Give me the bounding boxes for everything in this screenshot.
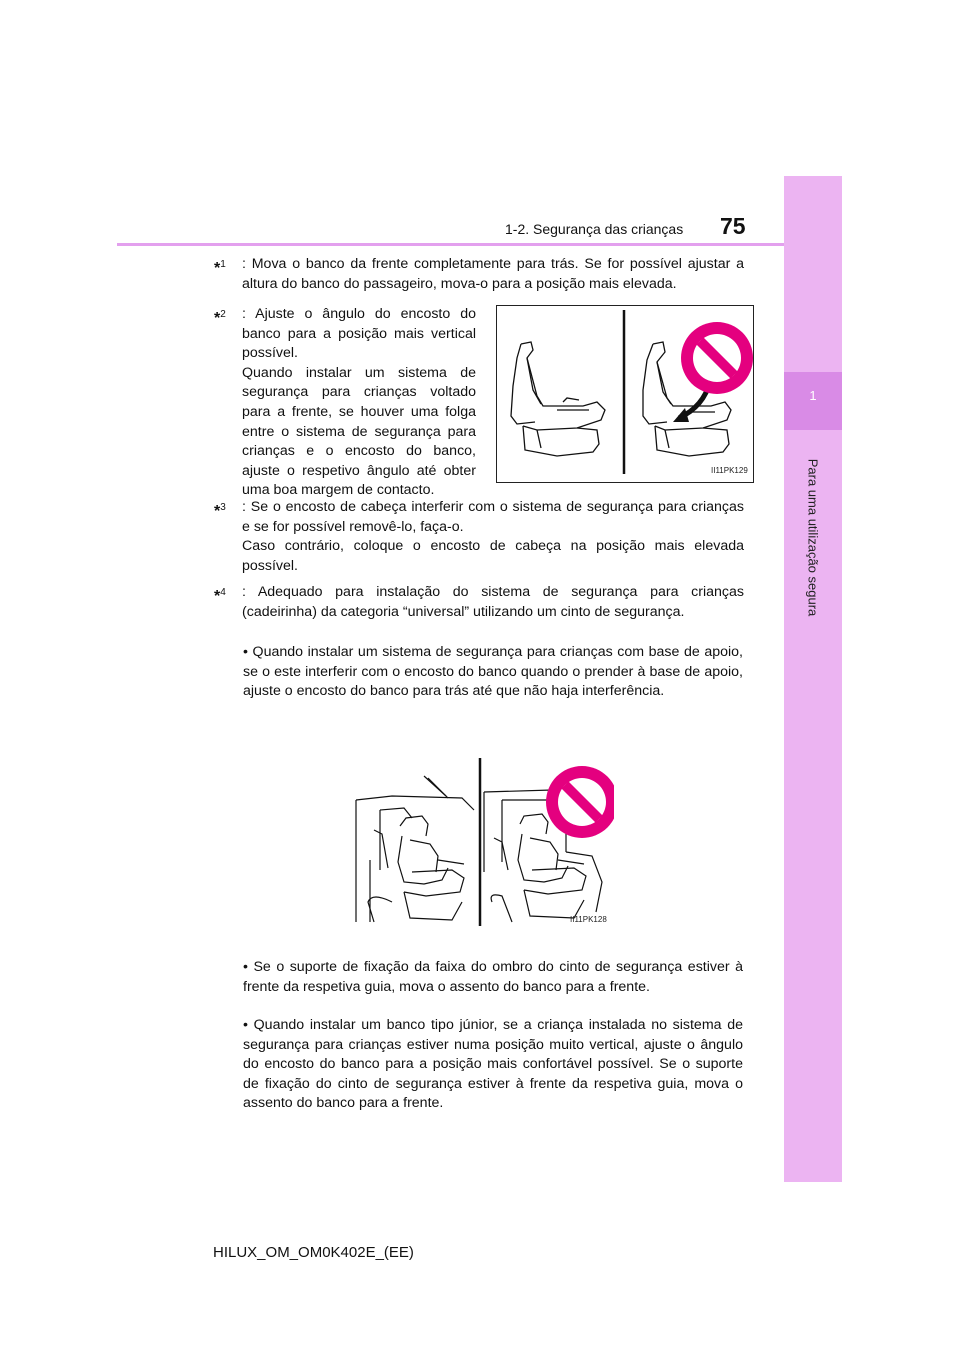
child-seat-illustration: [352, 752, 614, 930]
chapter-number: 1: [809, 388, 817, 403]
section-title: 1-2. Segurança das crianças: [505, 221, 684, 237]
document-code: HILUX_OM_OM0K402E_(EE): [213, 1244, 414, 1261]
figure-code: II11PK128: [570, 915, 607, 924]
footnote-2: [214, 305, 476, 501]
seat-angle-figure: [496, 305, 754, 483]
child-seat-figure: [352, 752, 614, 930]
header-rule: [117, 243, 784, 246]
bullet-paragraph-1: • Quando instalar um sistema de segurança para crianças com base de apoio, se o este interferir com o encosto do banco quando o prender à base de apoio, ajuste o encosto do banco para trás até que não haja interferência.: [243, 644, 743, 700]
footnote-1: [214, 255, 744, 294]
bullet-paragraph-2: • Se o suporte de fixação da faixa do ombro do cinto de segurança estiver à frente da respetiva guia, mova o assento do banco para a frente.: [243, 959, 743, 995]
footnote-mark: *$^3$: [214, 502, 226, 520]
footnote-text: : Ajuste o ângulo do encosto do banco para a posição mais vertical possível. Quando instalar um sistema de segurança para crianças voltado para a frente, se houver uma folga entre o sistema de segurança para crianças e o encosto do banco, ajuste o respetivo ângulo até obter uma boa margem de contacto.: [242, 306, 476, 499]
footnote-mark: *$^4$: [214, 587, 226, 605]
chapter-tab-strip: [784, 176, 842, 1182]
page-number: 75: [720, 213, 746, 239]
chapter-title: Para uma utilização segura: [805, 458, 821, 617]
footnote-text: : Adequado para instalação do sistema de segurança para crianças (cadeirinha) da categoria “universal” utilizando um cinto de segurança.: [242, 584, 744, 620]
footnote-3: [214, 498, 744, 576]
seat-angle-illustration: [497, 306, 753, 482]
bullet-paragraph-3: • Quando instalar um banco tipo júnior, se a criança instalada no sistema de segurança para crianças estiver numa posição muito vertical, ajuste o ângulo do encosto do banco para a posição mais confortável possível. Se o suporte de fixação do cinto de segurança estiver à frente da respetiva guia, mova o assento do banco para a frente.: [243, 1017, 743, 1112]
footnote-text: : Mova o banco da frente completamente para trás. Se for possível ajustar a altura do banco do passageiro, mova-o para a posição mais elevada.: [242, 256, 744, 292]
footnote-mark: *$^2$: [214, 309, 226, 327]
footnote-mark: *$^1$: [214, 259, 226, 277]
footnote-4: [214, 583, 744, 622]
figure-code: II11PK129: [711, 466, 748, 475]
footnote-text: : Se o encosto de cabeça interferir com o sistema de segurança para crianças e se for possível removê-lo, faça-o. Caso contrário, coloque o encosto de cabeça na posição mais elevada possível.: [242, 499, 744, 574]
